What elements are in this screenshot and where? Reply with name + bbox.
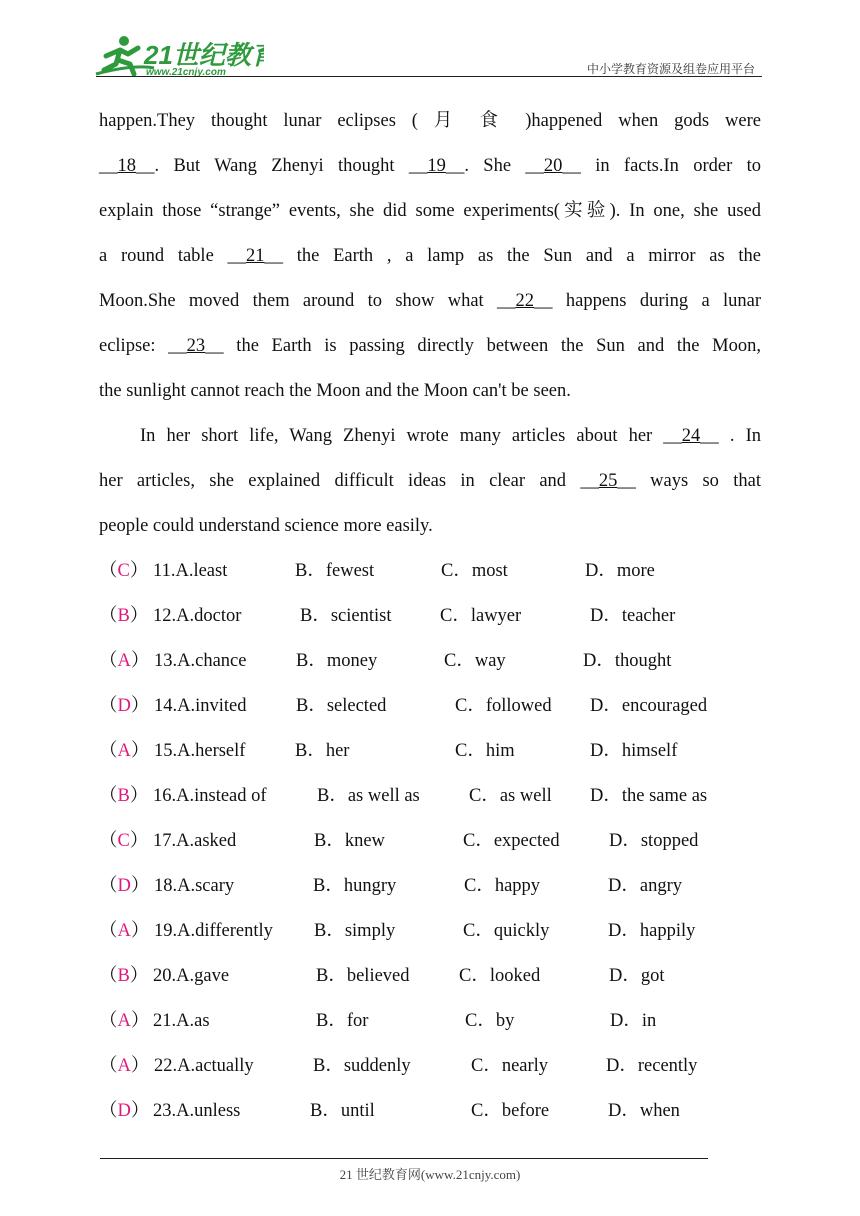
footer-divider <box>100 1158 708 1159</box>
option-d: D．when <box>608 1101 680 1121</box>
option-b: B．as well as <box>317 786 420 806</box>
option-a-text: A.scary <box>177 876 235 896</box>
blank-number: 19 <box>427 156 446 176</box>
question-number: 17 <box>153 831 172 851</box>
passage-text: __ the Earth is passing directly between the Sun and the Moon, <box>205 336 761 356</box>
passage-line <box>99 234 761 279</box>
question-item <box>99 549 759 594</box>
answer-letter: A <box>117 651 131 671</box>
option-a-text: A.differently <box>177 921 273 941</box>
option-b: B．simply <box>314 921 396 941</box>
answer-key: （A） <box>99 921 150 941</box>
option-a-text: A.chance <box>177 651 247 671</box>
question-number: 11 <box>153 561 171 581</box>
answer-letter: A <box>117 741 131 761</box>
answer-key: （A） <box>99 651 150 671</box>
answer-key: （A） <box>99 741 150 761</box>
passage-text: __. She __ <box>445 156 544 176</box>
passage-line <box>99 324 761 369</box>
option-c: C．quickly <box>463 921 550 941</box>
question-item <box>99 819 759 864</box>
header-platform-text: 中小学教育资源及组卷应用平台 <box>586 62 755 76</box>
option-b: B．selected <box>296 696 387 716</box>
option-a: 18.A.scary <box>154 876 235 896</box>
answer-key: （B） <box>99 606 149 626</box>
option-a: 12.A.doctor <box>153 606 242 626</box>
blank-number: 22 <box>515 291 535 311</box>
question-number: 21 <box>153 1011 172 1031</box>
option-a-text: A.as <box>176 1011 210 1031</box>
answer-letter: C <box>117 561 130 581</box>
blank-number: 20 <box>543 156 563 176</box>
passage-line <box>99 189 761 234</box>
blank-number: 18 <box>117 156 136 176</box>
question-item <box>99 999 759 1044</box>
option-c: C．nearly <box>471 1056 549 1076</box>
question-number: 19 <box>154 921 173 941</box>
header-divider <box>96 76 762 77</box>
option-c: C．lawyer <box>440 606 522 626</box>
question-number: 20 <box>153 966 172 986</box>
passage-text: __ the Earth , a lamp as the Sun and a mirror as the <box>264 246 761 266</box>
option-c: C．way <box>444 651 506 671</box>
option-d: D．teacher <box>590 606 676 626</box>
passage-text: explain those “strange” events, she did some experiments(实验). In one, she used <box>99 201 761 221</box>
option-d: D．angry <box>608 876 682 896</box>
blank-number: 23 <box>186 336 206 356</box>
passage-line <box>99 504 761 549</box>
option-a: 16.A.instead of <box>153 786 267 806</box>
answer-key: （A） <box>99 1056 150 1076</box>
passage-text: __ <box>99 156 118 176</box>
option-d: D．happily <box>608 921 696 941</box>
option-b: B．hungry <box>313 876 397 896</box>
option-c: C．him <box>455 741 515 761</box>
passage-text: her articles, she explained difficult ideas in clear and __ <box>99 471 599 491</box>
option-a-text: A.actually <box>177 1056 254 1076</box>
passage-line <box>99 369 761 414</box>
option-a: 14.A.invited <box>154 696 247 716</box>
passage-text: a round table __ <box>99 246 247 266</box>
option-a: 20.A.gave <box>153 966 230 986</box>
question-item <box>99 1089 759 1134</box>
option-d: D．encouraged <box>590 696 708 716</box>
answer-key: （C） <box>99 831 149 851</box>
answer-key: （B） <box>99 966 149 986</box>
answer-letter: A <box>117 921 131 941</box>
logo-url-text: www.21cnjy.com <box>146 67 226 78</box>
passage-line <box>99 99 761 144</box>
option-c: C．looked <box>459 966 541 986</box>
option-b: B．for <box>316 1011 369 1031</box>
passage-paragraph-2 <box>99 414 761 549</box>
answer-key: （A） <box>99 1011 150 1031</box>
option-d: D．more <box>585 561 655 581</box>
footer-text: 21 世纪教育网(www.21cnjy.com) <box>339 1167 521 1182</box>
question-number: 14 <box>154 696 173 716</box>
question-item <box>99 774 759 819</box>
option-a-text: A.doctor <box>176 606 242 626</box>
answer-letter: C <box>117 831 130 851</box>
question-number: 16 <box>153 786 172 806</box>
question-number: 23 <box>153 1101 172 1121</box>
answer-key: （D） <box>99 1101 150 1121</box>
question-item <box>99 864 759 909</box>
blank-number: 25 <box>598 471 618 491</box>
passage-text: __ ways so that <box>617 471 761 491</box>
question-number: 22 <box>154 1056 173 1076</box>
passage-line <box>99 459 761 504</box>
option-a-text: A.asked <box>176 831 237 851</box>
passage-text: . But Wang Zhenyi thought __ <box>154 156 428 176</box>
option-c: C．as well <box>469 786 552 806</box>
answer-letter: B <box>117 966 130 986</box>
passage-line <box>99 144 761 189</box>
answer-key: （D） <box>99 696 150 716</box>
option-b: B．knew <box>314 831 385 851</box>
question-item <box>99 1044 759 1089</box>
question-item <box>99 594 759 639</box>
option-c: C．expected <box>463 831 560 851</box>
answer-letter: D <box>117 1101 131 1121</box>
answer-letter: A <box>117 1011 131 1031</box>
option-a: 11.A.least <box>153 561 228 581</box>
option-d: D．got <box>609 966 665 986</box>
option-c: C．before <box>471 1101 550 1121</box>
passage-line <box>99 414 761 459</box>
option-a-text: A.unless <box>176 1101 241 1121</box>
answer-letter: A <box>117 1056 131 1076</box>
option-a: 13.A.chance <box>154 651 247 671</box>
option-d: D．the same as <box>590 786 708 806</box>
option-d: D．himself <box>590 741 678 761</box>
question-item <box>99 729 759 774</box>
answer-letter: B <box>117 786 130 806</box>
option-c: C．happy <box>464 876 541 896</box>
question-number: 12 <box>153 606 172 626</box>
answer-letter: D <box>117 876 131 896</box>
option-a: 15.A.herself <box>154 741 246 761</box>
option-a: 23.A.unless <box>153 1101 241 1121</box>
option-d: D．recently <box>606 1056 698 1076</box>
question-number: 13 <box>154 651 173 671</box>
logo-main-text: 21世纪教育 <box>144 40 264 70</box>
answer-key: （B） <box>99 786 149 806</box>
option-a: 19.A.differently <box>154 921 273 941</box>
question-number: 15 <box>154 741 173 761</box>
question-item <box>99 909 759 954</box>
passage-paragraph-1 <box>99 99 761 414</box>
blank-number: 21 <box>246 246 265 266</box>
option-b: B．money <box>296 651 378 671</box>
option-b: B．fewest <box>295 561 375 581</box>
option-b: B．suddenly <box>313 1056 411 1076</box>
option-b: B．her <box>295 741 350 761</box>
option-a-text: A.instead of <box>176 786 267 806</box>
option-a-text: A.least <box>175 561 228 581</box>
option-b: B．believed <box>316 966 410 986</box>
site-logo <box>94 34 264 78</box>
passage-text: people could understand science more easily. <box>99 516 433 536</box>
option-c: C．most <box>441 561 508 581</box>
passage-line <box>99 279 761 324</box>
option-d: D．stopped <box>609 831 699 851</box>
answer-letter: B <box>117 606 130 626</box>
passage-text: the sunlight cannot reach the Moon and the Moon can't be seen. <box>99 381 571 401</box>
answer-letter: D <box>117 696 131 716</box>
answer-key: （D） <box>99 876 150 896</box>
option-a: 22.A.actually <box>154 1056 254 1076</box>
question-number: 18 <box>154 876 173 896</box>
option-b: B．scientist <box>300 606 392 626</box>
question-item <box>99 639 759 684</box>
option-b: B．until <box>310 1101 375 1121</box>
passage-text: eclipse: __ <box>99 336 187 356</box>
question-item <box>99 684 759 729</box>
answer-key: （C） <box>99 561 149 581</box>
option-d: D．in <box>610 1011 657 1031</box>
runner-logo-icon <box>94 34 264 78</box>
question-item <box>99 954 759 999</box>
passage-text: happen.They thought lunar eclipses ( 月 食 )happened when gods were <box>99 111 761 131</box>
passage-text: __ in facts.In order to <box>562 156 761 176</box>
option-a-text: A.gave <box>176 966 230 986</box>
option-c: C．followed <box>455 696 552 716</box>
passage-text: __ . In <box>700 426 761 446</box>
passage-text: __ <box>136 156 155 176</box>
blank-number: 24 <box>681 426 701 446</box>
passage-text: __ happens during a lunar <box>534 291 762 311</box>
passage-text: In her short life, Wang Zhenyi wrote many articles about her __ <box>140 426 682 446</box>
passage-text: Moon.She moved them around to show what __ <box>99 291 516 311</box>
option-c: C．by <box>465 1011 515 1031</box>
option-a-text: A.invited <box>177 696 247 716</box>
option-d: D．thought <box>583 651 672 671</box>
option-a-text: A.herself <box>177 741 246 761</box>
option-a: 17.A.asked <box>153 831 237 851</box>
option-a: 21.A.as <box>153 1011 210 1031</box>
